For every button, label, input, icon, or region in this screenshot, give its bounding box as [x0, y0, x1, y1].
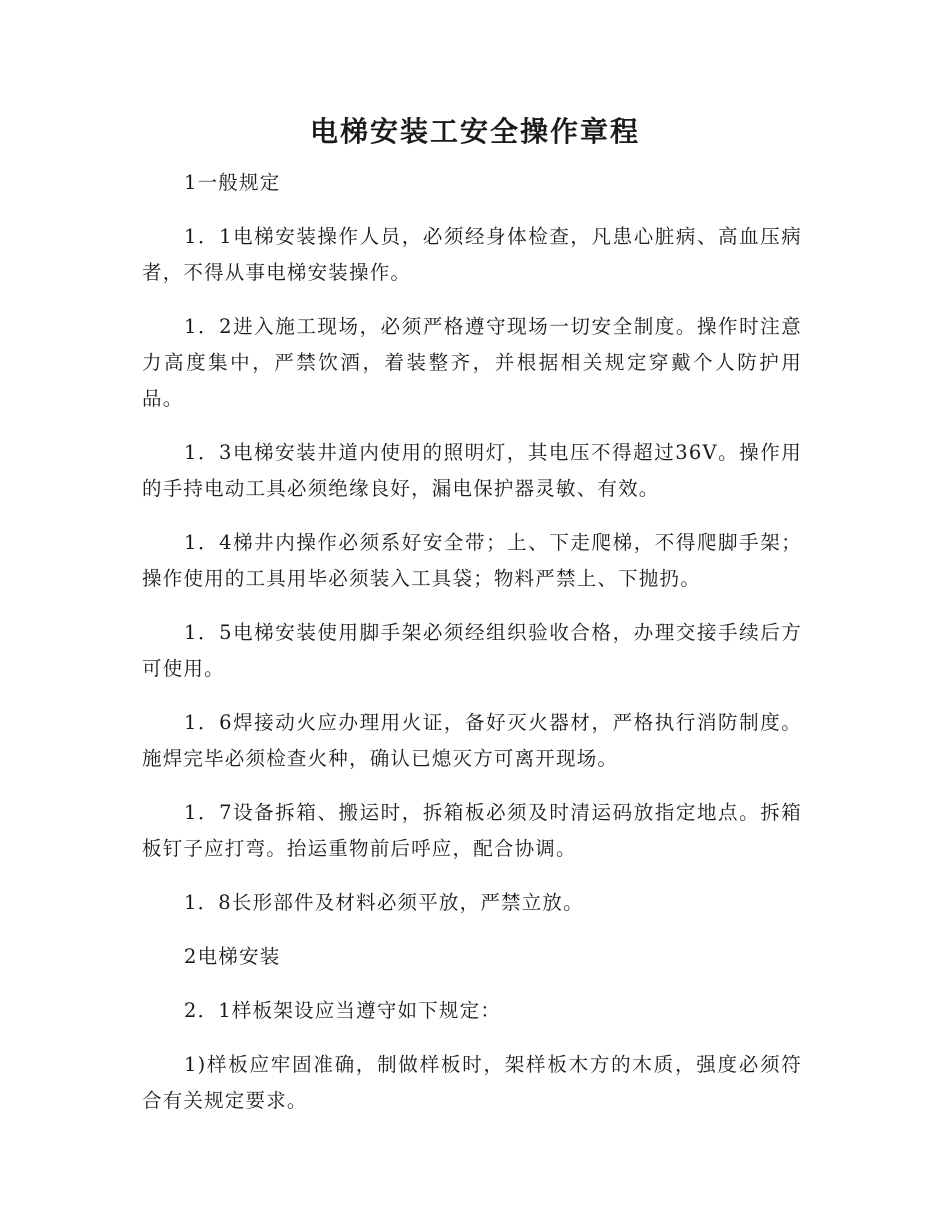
clause-1-1: 1．1电梯安装操作人员，必须经身体检查，凡患心脏病、高血压病者，不得从事电梯安装操作。: [142, 225, 802, 284]
clause-1-6: 1．6焊接动火应办理用火证，备好灭火器材，严格执行消防制度。施焊完毕必须检查火种，确认已熄灭方可离开现场。: [142, 711, 802, 770]
document-title: 电梯安装工安全操作章程: [309, 115, 640, 148]
clause-1-7: 1．7设备拆箱、搬运时，拆箱板必须及时清运码放指定地点。拆箱板钉子应打弯。抬运重物前后呼应，配合协调。: [142, 801, 802, 860]
clause-2-1: 2．1样板架设应当遵守如下规定：: [184, 999, 502, 1022]
clause-1-4: 1．4梯井内操作必须系好安全带；上、下走爬梯，不得爬脚手架；操作使用的工具用毕必须装入工具袋；物料严禁上、下抛扔。: [142, 531, 802, 590]
section-heading-installation: 2电梯安装: [184, 945, 281, 968]
clause-1-5: 1．5电梯安装使用脚手架必须经组织验收合格，办理交接手续后方可使用。: [142, 621, 802, 680]
section-heading-general: 1一般规定: [184, 171, 281, 194]
clause-1-3: 1．3电梯安装井道内使用的照明灯，其电压不得超过36V。操作用的手持电动工具必须绝缘良好，漏电保护器灵敏、有效。: [142, 441, 802, 500]
clause-1-2: 1．2进入施工现场，必须严格遵守现场一切安全制度。操作时注意力高度集中，严禁饮酒，着装整齐，并根据相关规定穿戴个人防护用品。: [142, 315, 802, 410]
clause-2-1-item-1: 1)样板应牢固准确，制做样板时，架样板木方的木质，强度必须符合有关规定要求。: [142, 1053, 802, 1112]
clause-1-8: 1．8长形部件及材料必须平放，严禁立放。: [184, 891, 584, 914]
document-body: [142, 165, 802, 1137]
